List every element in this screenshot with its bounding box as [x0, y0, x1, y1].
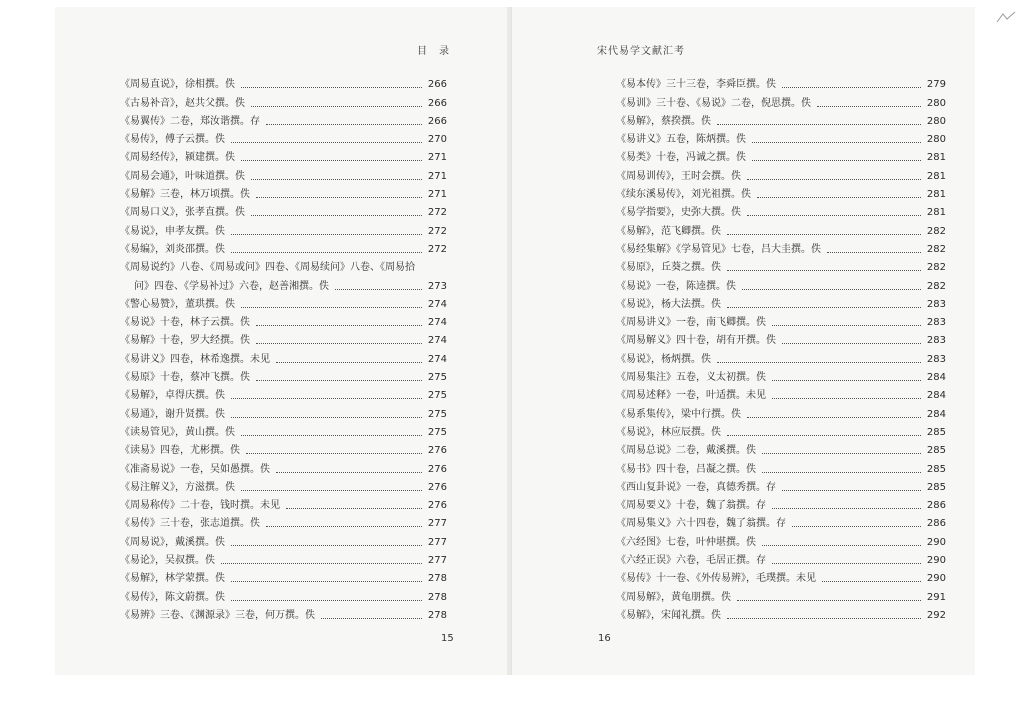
toc-entry-page: 282: [926, 262, 946, 274]
toc-entry-page: 277: [427, 518, 447, 530]
toc-leader-dots: [782, 342, 921, 344]
toc-entry-page: 272: [427, 207, 447, 219]
toc-entry-page: 271: [427, 152, 447, 164]
toc-entry-page: 283: [926, 335, 946, 347]
toc-leader-dots: [221, 562, 422, 564]
right-page-number: 16: [598, 633, 611, 644]
toc-entry: [120, 494, 447, 512]
toc-entry-page: 291: [926, 591, 946, 603]
toc-entry-title: 《易解》三卷，林万顷撰。佚: [120, 189, 250, 201]
toc-entry-title: 《西山复卦说》一卷，真德秀撰。存: [616, 481, 776, 493]
toc-entry: [616, 128, 946, 146]
toc-leader-dots: [727, 269, 921, 271]
toc-entry-title: 《易传》，傅子云撰。佚: [120, 134, 225, 146]
toc-entry-title: 《易解》，卓得庆撰。佚: [120, 390, 225, 402]
toc-entry-title: 《易讲义》四卷，林希逸撰。未见: [120, 353, 270, 365]
toc-entry-page: 285: [926, 481, 946, 493]
toc-entry: [616, 567, 946, 585]
toc-leader-dots: [792, 525, 921, 527]
right-page-header: 宋代易学文献汇考: [597, 46, 685, 57]
toc-entry-page: 283: [926, 298, 946, 310]
toc-entry-page: 276: [427, 463, 447, 475]
toc-leader-dots: [762, 471, 921, 473]
toc-entry: [120, 457, 447, 475]
toc-entry-title: 《易传》，陈文蔚撰。佚: [120, 591, 225, 603]
toc-leader-dots: [241, 159, 422, 161]
toc-entry-page: 276: [427, 445, 447, 457]
toc-leader-dots: [752, 141, 921, 143]
toc-entry-title: 《周易要义》十卷，魏了翁撰。存: [616, 500, 766, 512]
toc-entry-title: 《易书》四十卷，吕凝之撰。佚: [616, 463, 756, 475]
toc-leader-dots: [251, 178, 422, 180]
toc-entry-title: 《易通》，谢升贤撰。佚: [120, 408, 225, 420]
toc-entry-page: 280: [926, 115, 946, 127]
toc-entry: [616, 238, 946, 256]
toc-leader-dots: [276, 471, 422, 473]
toc-entry: [616, 457, 946, 475]
toc-entry-title: 《易编》，刘炎邵撰。佚: [120, 243, 225, 255]
toc-entry-page: 290: [926, 573, 946, 585]
left-page: [55, 7, 508, 675]
scan-mark-icon: [995, 10, 1017, 24]
toc-entry: [616, 384, 946, 402]
toc-entry: [120, 604, 447, 622]
toc-entry: [616, 604, 946, 622]
toc-entry-title: 《易说》，申孝友撰。佚: [120, 225, 225, 237]
toc-entry-title: 《易说》一卷，陈逵撰。佚: [616, 280, 736, 292]
toc-entry-title: 《易经集解》《学易管见》七卷，吕大圭撰。佚: [616, 243, 821, 255]
toc-entry: [616, 183, 946, 201]
toc-leader-dots: [727, 306, 921, 308]
toc-entry: [616, 421, 946, 439]
toc-entry: [120, 476, 447, 494]
toc-entry-title: 《易系集传》，梁中行撰。佚: [616, 408, 741, 420]
toc-entry-page: 286: [926, 518, 946, 530]
toc-entry: [120, 585, 447, 603]
toc-leader-dots: [231, 251, 422, 253]
toc-entry: [616, 201, 946, 219]
toc-leader-dots: [822, 580, 921, 582]
toc-entry: [616, 439, 946, 457]
toc-entry: [120, 219, 447, 237]
toc-entry-title: 《易说》十卷，林子云撰。佚: [120, 317, 250, 329]
toc-entry-title: 《周易述释》一卷，叶适撰。未见: [616, 390, 766, 402]
toc-entry-title: 《续东溪易传》，刘光祖撰。佚: [616, 189, 751, 201]
toc-entry: [616, 530, 946, 548]
toc-leader-dots: [717, 361, 921, 363]
toc-leader-dots: [752, 159, 921, 161]
toc-entry-title: 《易类》十卷，冯诚之撰。佚: [616, 152, 746, 164]
toc-entry-page: 281: [926, 152, 946, 164]
toc-entry-page: 275: [427, 426, 447, 438]
toc-leader-dots: [747, 178, 921, 180]
toc-entry-page: 272: [427, 225, 447, 237]
toc-leader-dots: [772, 507, 921, 509]
toc-entry: [616, 256, 946, 274]
toc-entry-title: 《易解》，林学蒙撰。佚: [120, 573, 225, 585]
toc-entry-page: 280: [926, 97, 946, 109]
toc-entry-page: 290: [926, 555, 946, 567]
toc-entry: [120, 183, 447, 201]
left-toc-list: [120, 73, 447, 622]
toc-entry-title: 《周易称传》二十卷，钱时撰。未见: [120, 500, 280, 512]
toc-entry-page: 266: [427, 79, 447, 91]
toc-leader-dots: [241, 489, 422, 491]
toc-entry-page: 286: [926, 500, 946, 512]
toc-leader-dots: [231, 233, 422, 235]
toc-leader-dots: [727, 434, 921, 436]
toc-entry-page: 285: [926, 426, 946, 438]
toc-leader-dots: [266, 123, 422, 125]
toc-entry-title: 《周易训传》，王时会撰。佚: [616, 170, 741, 182]
toc-entry-title: 《六经正误》六卷，毛居正撰。存: [616, 555, 766, 567]
toc-entry-page: 275: [427, 408, 447, 420]
toc-leader-dots: [727, 233, 921, 235]
toc-leader-dots: [772, 562, 921, 564]
toc-leader-dots: [772, 324, 921, 326]
toc-leader-dots: [256, 342, 422, 344]
toc-entry: [120, 347, 447, 365]
toc-entry-page: 283: [926, 353, 946, 365]
toc-entry: [120, 128, 447, 146]
toc-entry-title: 问》四卷、《学易补过》六卷，赵善湘撰。佚: [134, 280, 329, 292]
toc-entry-page: 270: [427, 134, 447, 146]
toc-entry-page: 271: [427, 170, 447, 182]
toc-entry: [120, 530, 447, 548]
toc-entry: [120, 201, 447, 219]
toc-leader-dots: [286, 507, 422, 509]
toc-leader-dots: [772, 379, 921, 381]
toc-entry: [616, 146, 946, 164]
toc-leader-dots: [231, 580, 422, 582]
toc-leader-dots: [266, 525, 422, 527]
toc-leader-dots: [782, 86, 921, 88]
toc-leader-dots: [762, 452, 921, 454]
toc-entry-title: 《易说》，林应辰撰。佚: [616, 426, 721, 438]
toc-leader-dots: [251, 105, 422, 107]
toc-entry: [120, 146, 447, 164]
toc-entry: [616, 110, 946, 128]
toc-entry-title: 《易训》三十卷、《易说》二卷，倪思撰。佚: [616, 97, 811, 109]
toc-leader-dots: [246, 452, 422, 454]
toc-entry-title: 《易讲义》五卷，陈炳撰。佚: [616, 134, 746, 146]
toc-entry: [616, 512, 946, 530]
toc-entry: [120, 512, 447, 530]
toc-entry: [120, 439, 447, 457]
toc-entry-page: 280: [926, 134, 946, 146]
toc-entry-title: 《易辨》三卷、《渊源录》三卷，何万撰。佚: [120, 609, 315, 621]
toc-leader-dots: [231, 599, 422, 601]
toc-entry: [120, 164, 447, 182]
toc-entry-page: 285: [926, 463, 946, 475]
toc-entry-page: 275: [427, 372, 447, 384]
toc-entry-page: 274: [427, 335, 447, 347]
toc-entry-title: 《周易集注》五卷，义太初撰。佚: [616, 372, 766, 384]
toc-entry-page: 274: [427, 353, 447, 365]
toc-entry-title: 《六经图》七卷，叶仲堪撰。佚: [616, 536, 756, 548]
toc-entry-title: 《周易说约》八卷、《周易或问》四卷、《周易续问》八卷、《周易拾: [120, 262, 415, 274]
toc-entry-title: 《周易集义》六十四卷，魏了翁撰。存: [616, 518, 786, 530]
toc-leader-dots: [782, 489, 921, 491]
toc-leader-dots: [231, 397, 422, 399]
toc-leader-dots: [335, 288, 422, 290]
toc-leader-dots: [717, 123, 921, 125]
toc-entry-page: 292: [926, 609, 946, 621]
toc-entry: [616, 73, 946, 91]
toc-entry-title: 《易解》十卷，罗大经撰。佚: [120, 335, 250, 347]
toc-entry: [120, 402, 447, 420]
toc-entry-title: 《周易经传》，颍建撰。佚: [120, 152, 235, 164]
toc-entry-page: 276: [427, 481, 447, 493]
toc-entry-title: 《易说》，杨炳撰。佚: [616, 353, 711, 365]
toc-entry-page: 277: [427, 536, 447, 548]
toc-entry: [616, 476, 946, 494]
toc-entry: [616, 91, 946, 109]
toc-entry-title: 《警心易赞》，董珙撰。佚: [120, 298, 235, 310]
toc-entry-page: 284: [926, 390, 946, 402]
toc-entry-page: 266: [427, 115, 447, 127]
toc-entry-title: 《易解》，宋闻礼撰。佚: [616, 609, 721, 621]
toc-entry-page: 285: [926, 445, 946, 457]
toc-entry-title: 《周易解义》四十卷，胡有开撰。佚: [616, 335, 776, 347]
toc-entry-title: 《周易会通》，叶味道撰。佚: [120, 170, 245, 182]
toc-entry: [120, 293, 447, 311]
toc-leader-dots: [757, 196, 921, 198]
toc-leader-dots: [256, 379, 422, 381]
toc-leader-dots: [241, 86, 422, 88]
toc-leader-dots: [747, 416, 921, 418]
toc-entry-title: 《古易补音》，赵共父撰。佚: [120, 97, 245, 109]
toc-entry-title: 《易原》，丘葵之撰。佚: [616, 262, 721, 274]
toc-entry-page: 278: [427, 591, 447, 603]
toc-entry: [616, 402, 946, 420]
toc-entry-title: 《周易口义》，张孝直撰。佚: [120, 207, 245, 219]
toc-entry: [616, 585, 946, 603]
toc-entry-title: 《易解》，范飞卿撰。佚: [616, 225, 721, 237]
toc-entry-title: 《易说》，杨大法撰。佚: [616, 298, 721, 310]
toc-entry-title: 《易翼传》二卷，郑汝谐撰。存: [120, 115, 260, 127]
toc-entry: [120, 256, 447, 274]
toc-leader-dots: [276, 361, 422, 363]
left-page-number: 15: [441, 633, 454, 644]
toc-entry-title: 《周易总说》二卷，戴溪撰。佚: [616, 445, 756, 457]
toc-leader-dots: [321, 617, 422, 619]
toc-entry-title: 《读易》四卷，尤彬撰。佚: [120, 445, 240, 457]
toc-entry: [120, 311, 447, 329]
toc-leader-dots: [256, 324, 422, 326]
toc-entry-page: 275: [427, 390, 447, 402]
toc-entry: [120, 421, 447, 439]
toc-entry-page: 281: [926, 189, 946, 201]
toc-entry: [120, 110, 447, 128]
toc-entry: [120, 549, 447, 567]
toc-entry: [616, 494, 946, 512]
toc-entry-title: 《易传》三十卷，张志道撰。佚: [120, 518, 260, 530]
toc-leader-dots: [727, 617, 921, 619]
toc-entry-page: 282: [926, 243, 946, 255]
toc-leader-dots: [231, 141, 422, 143]
toc-entry-title: 《准斋易说》一卷，吴如愚撰。佚: [120, 463, 270, 475]
toc-entry-page: 278: [427, 573, 447, 585]
toc-entry-title: 《周易讲义》一卷，南飞卿撰。佚: [616, 317, 766, 329]
toc-entry-page: 278: [427, 609, 447, 621]
toc-entry: [616, 219, 946, 237]
toc-entry-page: 282: [926, 225, 946, 237]
toc-entry-page: 290: [926, 536, 946, 548]
toc-leader-dots: [742, 288, 921, 290]
toc-entry-page: 283: [926, 317, 946, 329]
toc-entry-title: 《易传》十一卷、《外传易辨》，毛璞撰。未见: [616, 573, 816, 585]
toc-entry-page: 276: [427, 500, 447, 512]
toc-entry: [616, 549, 946, 567]
toc-entry: [120, 384, 447, 402]
toc-leader-dots: [241, 306, 422, 308]
toc-entry: [120, 238, 447, 256]
toc-entry: [616, 329, 946, 347]
toc-entry-page: 271: [427, 189, 447, 201]
toc-entry-title: 《读易管见》，黄山撰。佚: [120, 426, 235, 438]
toc-entry: [120, 329, 447, 347]
toc-leader-dots: [241, 434, 422, 436]
toc-entry-page: 277: [427, 555, 447, 567]
toc-entry-page: 273: [427, 280, 447, 292]
toc-entry-title: 《周易说》，戴溪撰。佚: [120, 536, 225, 548]
left-page-header: 目 录: [417, 46, 450, 57]
toc-leader-dots: [251, 214, 422, 216]
toc-entry-title: 《易学指要》，史弥大撰。佚: [616, 207, 741, 219]
toc-entry-page: 274: [427, 298, 447, 310]
toc-entry-page: 284: [926, 408, 946, 420]
toc-entry: [616, 164, 946, 182]
toc-entry-page: 281: [926, 170, 946, 182]
toc-leader-dots: [737, 599, 921, 601]
toc-leader-dots: [256, 196, 422, 198]
toc-entry-page: 281: [926, 207, 946, 219]
toc-entry: [616, 274, 946, 292]
toc-entry: [120, 274, 447, 292]
toc-entry: [120, 91, 447, 109]
toc-entry: [616, 347, 946, 365]
toc-entry-title: 《周易直说》，徐相撰。佚: [120, 79, 235, 91]
toc-leader-dots: [817, 105, 921, 107]
right-toc-list: [616, 73, 946, 622]
toc-entry: [616, 311, 946, 329]
toc-entry-page: 272: [427, 243, 447, 255]
toc-entry: [616, 366, 946, 384]
toc-leader-dots: [827, 251, 921, 253]
toc-leader-dots: [231, 544, 422, 546]
toc-entry-title: 《易原》十卷，蔡冲飞撰。佚: [120, 372, 250, 384]
toc-entry-page: 274: [427, 317, 447, 329]
toc-entry-page: 282: [926, 280, 946, 292]
toc-entry-page: 279: [926, 79, 946, 91]
toc-entry-page: 284: [926, 372, 946, 384]
toc-entry-title: 《易解》，蔡揆撰。佚: [616, 115, 711, 127]
toc-entry-title: 《周易解》，黄龟朋撰。佚: [616, 591, 731, 603]
toc-leader-dots: [747, 214, 921, 216]
toc-entry-page: 266: [427, 97, 447, 109]
toc-entry: [120, 366, 447, 384]
right-page: [511, 7, 975, 675]
toc-leader-dots: [772, 397, 921, 399]
toc-entry: [120, 73, 447, 91]
toc-leader-dots: [762, 544, 921, 546]
toc-entry: [120, 567, 447, 585]
toc-entry-title: 《易本传》三十三卷，李舜臣撰。佚: [616, 79, 776, 91]
toc-entry-title: 《易注解义》，方滋撰。佚: [120, 481, 235, 493]
toc-entry-title: 《易论》，吴叔撰。佚: [120, 555, 215, 567]
toc-entry: [616, 293, 946, 311]
toc-leader-dots: [231, 416, 422, 418]
